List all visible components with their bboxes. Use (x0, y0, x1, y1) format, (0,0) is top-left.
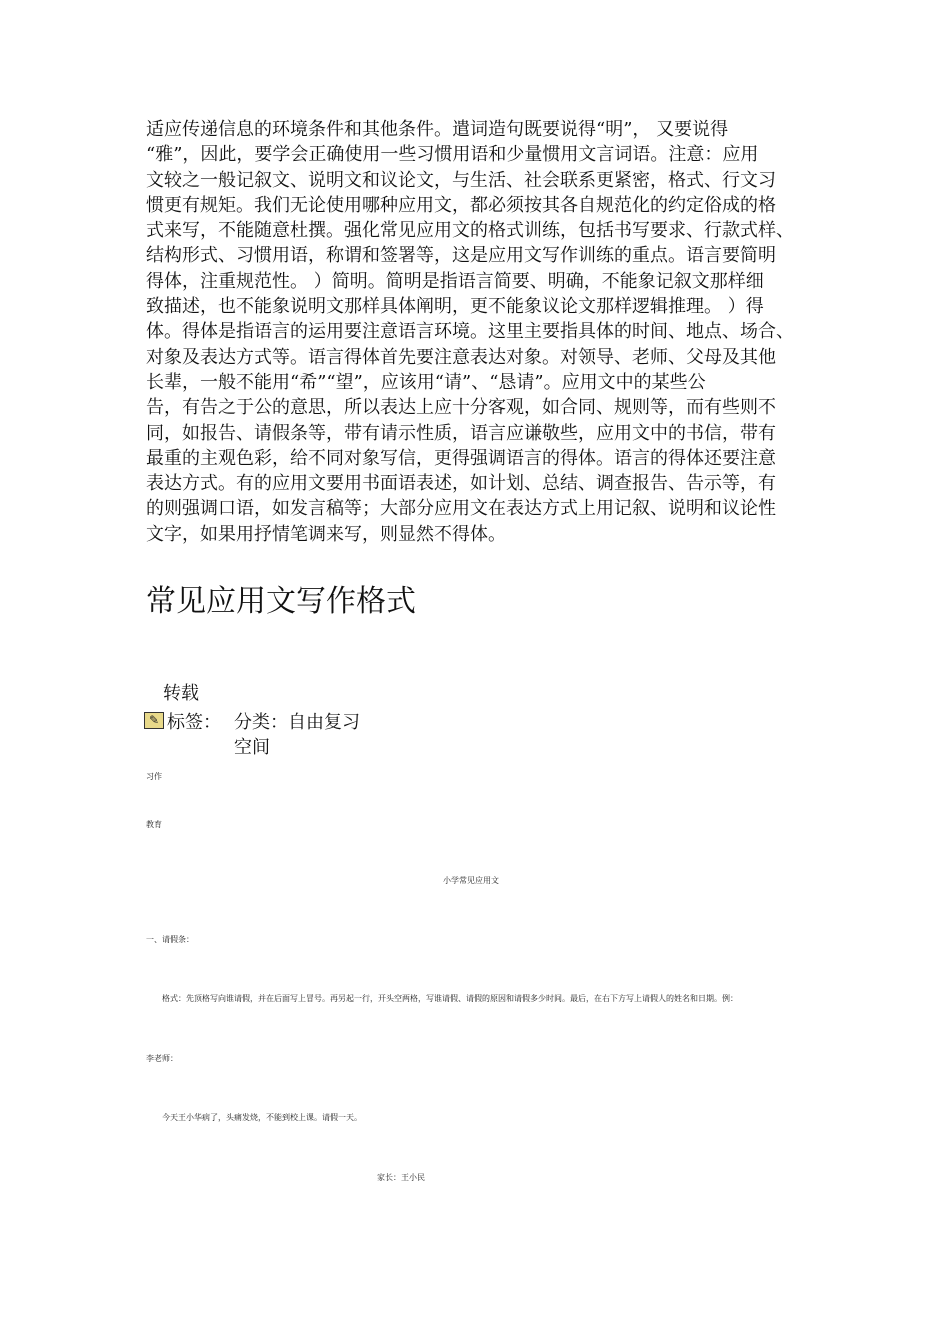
edit-tag-icon[interactable]: ✎ (144, 712, 164, 729)
paragraph-line: 同，如报告、请假条等，带有请示性质，语言应谦敬些，应用文中的书信，带有 (146, 422, 776, 444)
paragraph-line: 对象及表达方式等。语言得体首先要注意表达对象。对领导、老师、父母及其他 (146, 346, 776, 368)
category-link-cont[interactable]: 空间 (234, 737, 270, 758)
repost-label: 转载 (163, 683, 199, 704)
subsection-heading: 一、请假条： (146, 935, 194, 944)
paragraph-line: 体。得体是指语言的运用要注意语言环境。这里主要指具体的时间、地点、场合、 (146, 321, 794, 343)
article-title: 常见应用文写作格式 (146, 584, 416, 619)
paragraph-line: 最重的主观色彩，给不同对象写信，更得强调语言的得体。语言的得体还要注意 (146, 447, 776, 469)
paragraph-line: 文字，如果用抒情笔调来写，则显然不得体。 (146, 523, 506, 545)
section-heading: 小学常见应用文 (443, 876, 499, 885)
letter-salutation: 李老师： (146, 1054, 178, 1063)
paragraph-line: “雅”，因此，要学会正确使用一些习惯用语和少量惯用文言词语。注意：应用 (146, 144, 759, 166)
letter-body: 今天王小华病了，头痛发烧，不能到校上课。请假一天。 (162, 1113, 362, 1122)
tag-link[interactable]: 教育 (146, 820, 162, 829)
intro-paragraph (146, 117, 810, 547)
paragraph-line: 表达方式。有的应用文要用书面语表述，如计划、总结、调查报告、告示等，有 (146, 473, 776, 495)
category-link[interactable]: 分类：自由复习 (234, 712, 360, 733)
paragraph-line: 式来写，不能随意杜撰。强化常见应用文的格式训练，包括书写要求、行款式样、 (146, 220, 794, 242)
paragraph-line: 惯更有规矩。我们无论使用哪种应用文，都必须按其各自规范化的约定俗成的格 (146, 194, 776, 216)
paragraph-line: 长辈，一般不能用“希”“望”，应该用“请”、“恳请”。应用文中的某些公 (146, 371, 706, 393)
paragraph-line: 适应传递信息的环境条件和其他条件。遣词造句既要说得“明”， 又要说得 (146, 119, 729, 140)
paragraph-line: 的则强调口语，如发言稿等；大部分应用文在表达方式上用记叙、说明和议论性 (146, 498, 776, 520)
paragraph-line: 结构形式、习惯用语，称谓和签署等，这是应用文写作训练的重点。语言要简明 (146, 245, 776, 267)
tag-label: 标签： (167, 712, 221, 733)
paragraph-line: 告，有告之于公的意思，所以表达上应十分客观，如合同、规则等，而有些则不 (146, 397, 776, 419)
paragraph-line: 致描述，也不能象说明文那样具体阐明，更不能象议论文那样逻辑推理。 ）得 (146, 296, 764, 318)
paragraph-line: 文较之一般记叙文、说明文和议论文，与生活、社会联系更紧密，格式、行文习 (146, 169, 776, 191)
tag-link[interactable]: 习作 (146, 772, 162, 781)
letter-signature: 家长：王小民 (377, 1173, 425, 1182)
paragraph-line: 得体，注重规范性。 ）简明。简明是指语言简要、明确，不能象记叙文那样细 (146, 270, 764, 292)
format-instructions: 格式：先顶格写向谁请假，并在后面写上冒号。再另起一行，开头空两格，写谁请假、请假的原因和请假多少时间。最后，在右下方写上请假人的姓名和日期。例： (162, 994, 738, 1003)
